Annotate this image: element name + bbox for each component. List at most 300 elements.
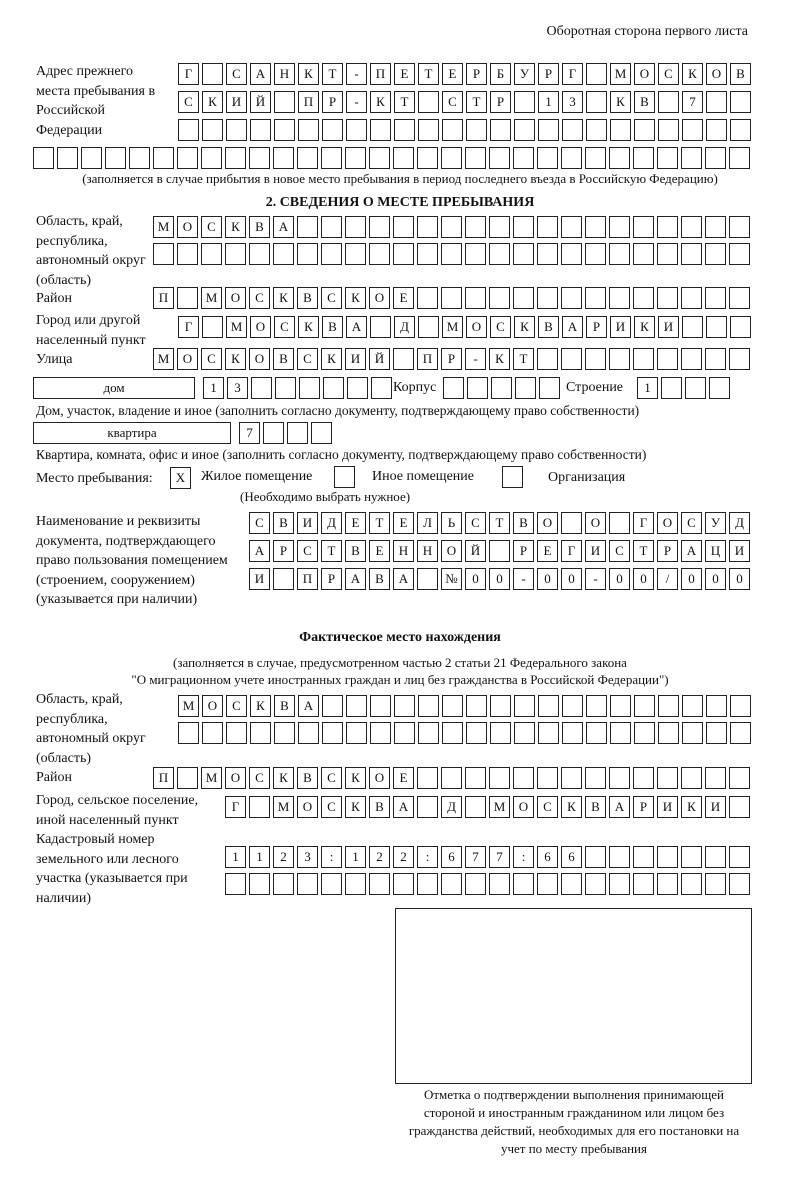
char-cell[interactable] [657, 846, 678, 868]
char-cell[interactable] [105, 147, 126, 169]
char-cell[interactable]: Е [394, 63, 415, 85]
char-cell[interactable] [81, 147, 102, 169]
char-cell[interactable] [658, 722, 679, 744]
char-cell[interactable] [490, 722, 511, 744]
char-cell[interactable]: Е [442, 63, 463, 85]
char-cell[interactable] [609, 216, 630, 238]
char-cell[interactable] [513, 767, 534, 789]
char-cell[interactable]: Б [490, 63, 511, 85]
char-cell[interactable] [658, 119, 679, 141]
char-cell[interactable] [609, 767, 630, 789]
char-cell[interactable] [634, 119, 655, 141]
char-cell[interactable]: С [201, 348, 222, 370]
char-cell[interactable] [562, 119, 583, 141]
char-cell[interactable] [369, 147, 390, 169]
char-cell[interactable] [249, 873, 270, 895]
char-cell[interactable]: С [178, 91, 199, 113]
char-cell[interactable] [250, 722, 271, 744]
char-cell[interactable] [561, 767, 582, 789]
char-cell[interactable] [323, 377, 344, 399]
char-cell[interactable] [515, 377, 536, 399]
char-cell[interactable]: С [201, 216, 222, 238]
char-cell[interactable] [273, 147, 294, 169]
char-cell[interactable] [322, 695, 343, 717]
char-cell[interactable]: К [225, 348, 246, 370]
char-cell[interactable] [465, 796, 486, 818]
char-cell[interactable]: В [538, 316, 559, 338]
char-cell[interactable] [514, 722, 535, 744]
char-cell[interactable]: С [681, 512, 702, 534]
char-cell[interactable] [681, 767, 702, 789]
char-cell[interactable]: М [178, 695, 199, 717]
char-cell[interactable] [706, 119, 727, 141]
char-cell[interactable] [730, 119, 751, 141]
char-cell[interactable]: Т [513, 348, 534, 370]
char-cell[interactable] [681, 243, 702, 265]
char-cell[interactable]: Р [322, 91, 343, 113]
char-cell[interactable] [418, 316, 439, 338]
char-cell[interactable] [537, 348, 558, 370]
char-cell[interactable] [682, 316, 703, 338]
actual-city-cells[interactable] [225, 796, 753, 818]
actual-region-row-2[interactable] [178, 722, 754, 744]
char-cell[interactable] [513, 147, 534, 169]
char-cell[interactable] [346, 695, 367, 717]
char-cell[interactable]: И [297, 512, 318, 534]
char-cell[interactable]: 0 [609, 568, 630, 590]
char-cell[interactable]: О [657, 512, 678, 534]
char-cell[interactable] [585, 767, 606, 789]
char-cell[interactable] [249, 147, 270, 169]
char-cell[interactable] [729, 873, 750, 895]
char-cell[interactable] [705, 846, 726, 868]
char-cell[interactable] [441, 243, 462, 265]
char-cell[interactable] [491, 377, 512, 399]
char-cell[interactable]: А [345, 568, 366, 590]
char-cell[interactable]: К [489, 348, 510, 370]
char-cell[interactable] [586, 695, 607, 717]
char-cell[interactable] [251, 377, 272, 399]
char-cell[interactable] [537, 147, 558, 169]
char-cell[interactable]: В [297, 767, 318, 789]
char-cell[interactable]: А [298, 695, 319, 717]
stay-checkbox-other[interactable] [334, 466, 355, 488]
char-cell[interactable]: И [729, 540, 750, 562]
char-cell[interactable] [177, 287, 198, 309]
char-cell[interactable]: 7 [239, 422, 260, 444]
char-cell[interactable]: Е [537, 540, 558, 562]
char-cell[interactable]: Т [321, 540, 342, 562]
char-cell[interactable]: 0 [561, 568, 582, 590]
char-cell[interactable] [297, 147, 318, 169]
char-cell[interactable] [681, 348, 702, 370]
char-cell[interactable] [465, 767, 486, 789]
prev-address-row-3[interactable] [178, 119, 754, 141]
char-cell[interactable] [513, 287, 534, 309]
char-cell[interactable] [226, 119, 247, 141]
char-cell[interactable] [538, 722, 559, 744]
char-cell[interactable]: С [321, 767, 342, 789]
char-cell[interactable] [730, 695, 751, 717]
char-cell[interactable] [370, 695, 391, 717]
char-cell[interactable] [610, 695, 631, 717]
char-cell[interactable]: 0 [729, 568, 750, 590]
char-cell[interactable] [273, 243, 294, 265]
char-cell[interactable]: Р [657, 540, 678, 562]
char-cell[interactable]: С [537, 796, 558, 818]
char-cell[interactable] [586, 722, 607, 744]
char-cell[interactable] [298, 722, 319, 744]
char-cell[interactable] [418, 695, 439, 717]
char-cell[interactable]: С [249, 287, 270, 309]
char-cell[interactable]: Г [633, 512, 654, 534]
char-cell[interactable]: К [681, 796, 702, 818]
char-cell[interactable]: Е [393, 287, 414, 309]
char-cell[interactable]: И [585, 540, 606, 562]
stay-checkbox-residential[interactable]: X [170, 467, 191, 489]
char-cell[interactable]: Т [394, 91, 415, 113]
char-cell[interactable]: К [298, 316, 319, 338]
char-cell[interactable]: И [657, 796, 678, 818]
char-cell[interactable]: К [345, 767, 366, 789]
char-cell[interactable] [729, 243, 750, 265]
char-cell[interactable] [465, 147, 486, 169]
char-cell[interactable] [730, 91, 751, 113]
char-cell[interactable] [681, 287, 702, 309]
char-cell[interactable]: 6 [561, 846, 582, 868]
char-cell[interactable] [562, 722, 583, 744]
char-cell[interactable] [633, 348, 654, 370]
char-cell[interactable]: Й [465, 540, 486, 562]
char-cell[interactable]: : [321, 846, 342, 868]
char-cell[interactable] [537, 873, 558, 895]
char-cell[interactable] [490, 695, 511, 717]
char-cell[interactable]: : [513, 846, 534, 868]
char-cell[interactable] [345, 147, 366, 169]
char-cell[interactable] [393, 216, 414, 238]
char-cell[interactable]: 7 [465, 846, 486, 868]
char-cell[interactable] [729, 796, 750, 818]
char-cell[interactable]: А [609, 796, 630, 818]
char-cell[interactable] [609, 512, 630, 534]
char-cell[interactable]: Т [418, 63, 439, 85]
char-cell[interactable] [538, 695, 559, 717]
char-cell[interactable]: А [273, 216, 294, 238]
char-cell[interactable]: К [298, 63, 319, 85]
char-cell[interactable] [705, 873, 726, 895]
char-cell[interactable]: А [681, 540, 702, 562]
char-cell[interactable]: А [393, 796, 414, 818]
char-cell[interactable] [538, 119, 559, 141]
char-cell[interactable]: - [346, 63, 367, 85]
char-cell[interactable] [682, 722, 703, 744]
char-cell[interactable] [729, 846, 750, 868]
char-cell[interactable] [57, 147, 78, 169]
char-cell[interactable] [202, 119, 223, 141]
char-cell[interactable] [417, 873, 438, 895]
char-cell[interactable] [706, 722, 727, 744]
char-cell[interactable] [394, 722, 415, 744]
char-cell[interactable]: Й [250, 91, 271, 113]
char-cell[interactable] [297, 243, 318, 265]
char-cell[interactable] [417, 216, 438, 238]
char-cell[interactable] [418, 91, 439, 113]
char-cell[interactable]: Р [538, 63, 559, 85]
region-row-1[interactable] [153, 216, 753, 238]
char-cell[interactable]: О [706, 63, 727, 85]
char-cell[interactable]: П [417, 348, 438, 370]
char-cell[interactable]: П [153, 767, 174, 789]
char-cell[interactable] [33, 147, 54, 169]
char-cell[interactable]: Г [225, 796, 246, 818]
char-cell[interactable] [275, 377, 296, 399]
char-cell[interactable]: С [490, 316, 511, 338]
actual-region-row-1[interactable] [178, 695, 754, 717]
char-cell[interactable] [513, 873, 534, 895]
char-cell[interactable]: Т [633, 540, 654, 562]
char-cell[interactable]: С [274, 316, 295, 338]
char-cell[interactable] [729, 147, 750, 169]
char-cell[interactable] [442, 695, 463, 717]
char-cell[interactable] [633, 147, 654, 169]
char-cell[interactable] [585, 348, 606, 370]
char-cell[interactable]: М [153, 348, 174, 370]
char-cell[interactable] [729, 216, 750, 238]
char-cell[interactable] [466, 119, 487, 141]
char-cell[interactable]: О [177, 216, 198, 238]
char-cell[interactable] [609, 348, 630, 370]
char-cell[interactable] [299, 377, 320, 399]
char-cell[interactable]: М [226, 316, 247, 338]
char-cell[interactable]: О [297, 796, 318, 818]
char-cell[interactable] [321, 147, 342, 169]
char-cell[interactable]: О [225, 767, 246, 789]
char-cell[interactable] [441, 216, 462, 238]
char-cell[interactable] [225, 243, 246, 265]
house-type-field[interactable]: дом [33, 377, 195, 399]
char-cell[interactable] [393, 873, 414, 895]
char-cell[interactable] [634, 695, 655, 717]
char-cell[interactable]: К [321, 348, 342, 370]
char-cell[interactable] [417, 147, 438, 169]
char-cell[interactable] [489, 147, 510, 169]
char-cell[interactable]: К [634, 316, 655, 338]
prev-address-row-2[interactable] [178, 91, 754, 113]
region-row-2[interactable] [153, 243, 753, 265]
char-cell[interactable]: С [297, 348, 318, 370]
char-cell[interactable]: В [345, 540, 366, 562]
char-cell[interactable] [345, 243, 366, 265]
char-cell[interactable]: В [322, 316, 343, 338]
char-cell[interactable] [658, 91, 679, 113]
char-cell[interactable]: С [321, 287, 342, 309]
char-cell[interactable]: М [201, 287, 222, 309]
char-cell[interactable]: А [562, 316, 583, 338]
char-cell[interactable]: - [585, 568, 606, 590]
char-cell[interactable] [537, 243, 558, 265]
char-cell[interactable]: М [489, 796, 510, 818]
char-cell[interactable] [513, 243, 534, 265]
prev-address-row-4[interactable] [33, 147, 753, 169]
char-cell[interactable]: В [297, 287, 318, 309]
char-cell[interactable] [585, 846, 606, 868]
char-cell[interactable]: 0 [705, 568, 726, 590]
char-cell[interactable] [537, 216, 558, 238]
char-cell[interactable] [466, 695, 487, 717]
char-cell[interactable]: С [658, 63, 679, 85]
char-cell[interactable]: 6 [537, 846, 558, 868]
char-cell[interactable] [345, 873, 366, 895]
char-cell[interactable]: : [417, 846, 438, 868]
char-cell[interactable]: 7 [682, 91, 703, 113]
char-cell[interactable] [561, 243, 582, 265]
char-cell[interactable] [561, 287, 582, 309]
char-cell[interactable] [418, 722, 439, 744]
char-cell[interactable] [730, 316, 751, 338]
char-cell[interactable]: А [346, 316, 367, 338]
char-cell[interactable]: К [202, 91, 223, 113]
char-cell[interactable]: 1 [637, 377, 658, 399]
char-cell[interactable] [321, 873, 342, 895]
char-cell[interactable]: К [345, 796, 366, 818]
char-cell[interactable]: Г [562, 63, 583, 85]
char-cell[interactable]: 3 [227, 377, 248, 399]
char-cell[interactable]: 7 [489, 846, 510, 868]
char-cell[interactable]: 6 [441, 846, 462, 868]
char-cell[interactable] [610, 722, 631, 744]
char-cell[interactable] [273, 873, 294, 895]
char-cell[interactable]: Р [321, 568, 342, 590]
char-cell[interactable]: О [202, 695, 223, 717]
char-cell[interactable] [657, 873, 678, 895]
char-cell[interactable]: Е [393, 512, 414, 534]
char-cell[interactable]: П [298, 91, 319, 113]
char-cell[interactable] [465, 873, 486, 895]
char-cell[interactable]: 1 [538, 91, 559, 113]
char-cell[interactable]: Р [490, 91, 511, 113]
char-cell[interactable] [706, 695, 727, 717]
char-cell[interactable] [371, 377, 392, 399]
char-cell[interactable]: М [153, 216, 174, 238]
char-cell[interactable] [657, 287, 678, 309]
char-cell[interactable]: 1 [203, 377, 224, 399]
district-cells[interactable] [153, 287, 753, 309]
char-cell[interactable] [225, 147, 246, 169]
char-cell[interactable] [249, 243, 270, 265]
char-cell[interactable]: К [273, 287, 294, 309]
char-cell[interactable]: 2 [369, 846, 390, 868]
char-cell[interactable] [561, 147, 582, 169]
char-cell[interactable]: № [441, 568, 462, 590]
char-cell[interactable] [441, 767, 462, 789]
char-cell[interactable]: А [249, 540, 270, 562]
char-cell[interactable] [681, 846, 702, 868]
char-cell[interactable] [369, 216, 390, 238]
char-cell[interactable]: Д [441, 796, 462, 818]
char-cell[interactable]: Р [586, 316, 607, 338]
char-cell[interactable] [709, 377, 730, 399]
char-cell[interactable]: В [273, 512, 294, 534]
char-cell[interactable] [609, 873, 630, 895]
char-cell[interactable]: С [226, 695, 247, 717]
flat-type-field[interactable]: квартира [33, 422, 231, 444]
char-cell[interactable] [417, 287, 438, 309]
char-cell[interactable] [489, 873, 510, 895]
char-cell[interactable] [177, 147, 198, 169]
char-cell[interactable] [370, 722, 391, 744]
char-cell[interactable]: 1 [225, 846, 246, 868]
char-cell[interactable] [201, 243, 222, 265]
char-cell[interactable]: С [226, 63, 247, 85]
char-cell[interactable] [201, 147, 222, 169]
cadastral-row-2[interactable] [225, 873, 753, 895]
char-cell[interactable]: В [273, 348, 294, 370]
char-cell[interactable]: О [177, 348, 198, 370]
char-cell[interactable]: К [610, 91, 631, 113]
char-cell[interactable]: У [705, 512, 726, 534]
char-cell[interactable] [489, 767, 510, 789]
char-cell[interactable]: - [346, 91, 367, 113]
char-cell[interactable]: О [369, 287, 390, 309]
char-cell[interactable] [322, 722, 343, 744]
char-cell[interactable] [417, 568, 438, 590]
char-cell[interactable]: М [273, 796, 294, 818]
char-cell[interactable] [250, 119, 271, 141]
char-cell[interactable]: П [297, 568, 318, 590]
char-cell[interactable]: - [513, 568, 534, 590]
char-cell[interactable] [321, 243, 342, 265]
char-cell[interactable]: О [441, 540, 462, 562]
char-cell[interactable] [465, 216, 486, 238]
char-cell[interactable] [370, 119, 391, 141]
char-cell[interactable] [322, 119, 343, 141]
char-cell[interactable] [393, 243, 414, 265]
char-cell[interactable]: О [537, 512, 558, 534]
char-cell[interactable] [681, 147, 702, 169]
char-cell[interactable] [418, 119, 439, 141]
char-cell[interactable] [489, 243, 510, 265]
char-cell[interactable]: И [226, 91, 247, 113]
char-cell[interactable]: К [273, 767, 294, 789]
char-cell[interactable]: 0 [537, 568, 558, 590]
char-cell[interactable]: Г [561, 540, 582, 562]
char-cell[interactable]: И [658, 316, 679, 338]
char-cell[interactable] [513, 216, 534, 238]
char-cell[interactable] [586, 119, 607, 141]
char-cell[interactable]: О [250, 316, 271, 338]
char-cell[interactable]: К [370, 91, 391, 113]
char-cell[interactable]: И [705, 796, 726, 818]
char-cell[interactable]: О [249, 348, 270, 370]
char-cell[interactable]: 0 [465, 568, 486, 590]
char-cell[interactable]: В [730, 63, 751, 85]
char-cell[interactable] [273, 568, 294, 590]
char-cell[interactable] [489, 216, 510, 238]
char-cell[interactable]: Р [441, 348, 462, 370]
char-cell[interactable] [225, 873, 246, 895]
char-cell[interactable]: И [249, 568, 270, 590]
doc-row-3[interactable] [249, 568, 753, 590]
doc-row-1[interactable] [249, 512, 753, 534]
char-cell[interactable] [705, 243, 726, 265]
char-cell[interactable] [178, 722, 199, 744]
char-cell[interactable] [609, 287, 630, 309]
char-cell[interactable] [466, 722, 487, 744]
char-cell[interactable]: В [369, 796, 390, 818]
char-cell[interactable]: Й [369, 348, 390, 370]
char-cell[interactable] [585, 287, 606, 309]
char-cell[interactable] [297, 216, 318, 238]
